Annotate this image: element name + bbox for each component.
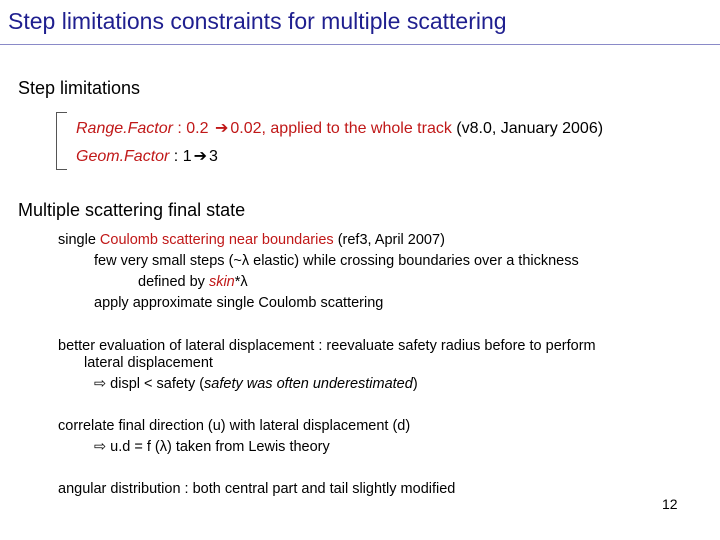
range-factor-label: Range.Factor [76,120,173,137]
item1-lead-tail: (ref3, April 2007) [333,232,445,248]
item3-line1: correlate final direction (u) with lateral displacement (d) [58,418,411,434]
title-divider [0,44,720,45]
item2-line3-suffix: ) [412,376,418,392]
item1-sub2-prefix: defined by [138,274,209,290]
slide-title: Step limitations constraints for multiple scattering [8,8,507,34]
range-factor-text: 0.02, applied to the whole track [230,120,452,137]
item3-line2 [94,439,330,455]
range-factor-note: (v8.0, January 2006) [451,120,604,137]
item1-sub1: few very small steps (~λ elastic) while crossing boundaries over a thickness [94,253,579,269]
geom-factor-label: Geom.Factor [76,148,170,165]
item1-lead-red: Coulomb scattering near boundaries [99,232,334,248]
item2-line1: better evaluation of lateral displacement : reevaluate safety radius before to perform [58,338,596,354]
item1-lead-black: single [58,232,100,248]
item2-line3 [94,376,418,392]
geom-factor-sep: : 1 [169,148,192,165]
heading-ms-final-state: Multiple scattering final state [18,200,246,220]
right-arrow-icon: ➔ [193,148,207,165]
item1-sub2 [138,274,248,290]
item1-sub2-suffix: *λ [234,274,248,290]
item1-lead [58,232,445,248]
hollow-arrow-icon: ⇨ [94,376,107,392]
item4-line1: angular distribution : both central part and tail slightly modified [58,481,456,497]
item2-line3-italic: safety was often underestimated [204,376,413,392]
item1-sub3: apply approximate single Coulomb scattering [94,295,384,311]
geom-factor-text: 3 [209,148,218,165]
item3-line2-text: u.d = f (λ) taken from Lewis theory [110,439,330,455]
right-arrow-icon: ➔ [214,120,229,137]
bracket-decoration [56,112,67,170]
heading-step-limitations: Step limitations [18,78,141,98]
page-number: 12 [662,496,678,512]
geom-factor-line [76,146,218,166]
item2-line3-prefix: displ < safety ( [110,376,205,392]
item2-line2: lateral displacement [84,355,213,371]
range-factor-sep: : 0.2 [172,120,213,137]
hollow-arrow-icon: ⇨ [94,439,107,455]
range-factor-line [76,118,603,138]
item1-sub2-italic: skin [208,274,235,290]
